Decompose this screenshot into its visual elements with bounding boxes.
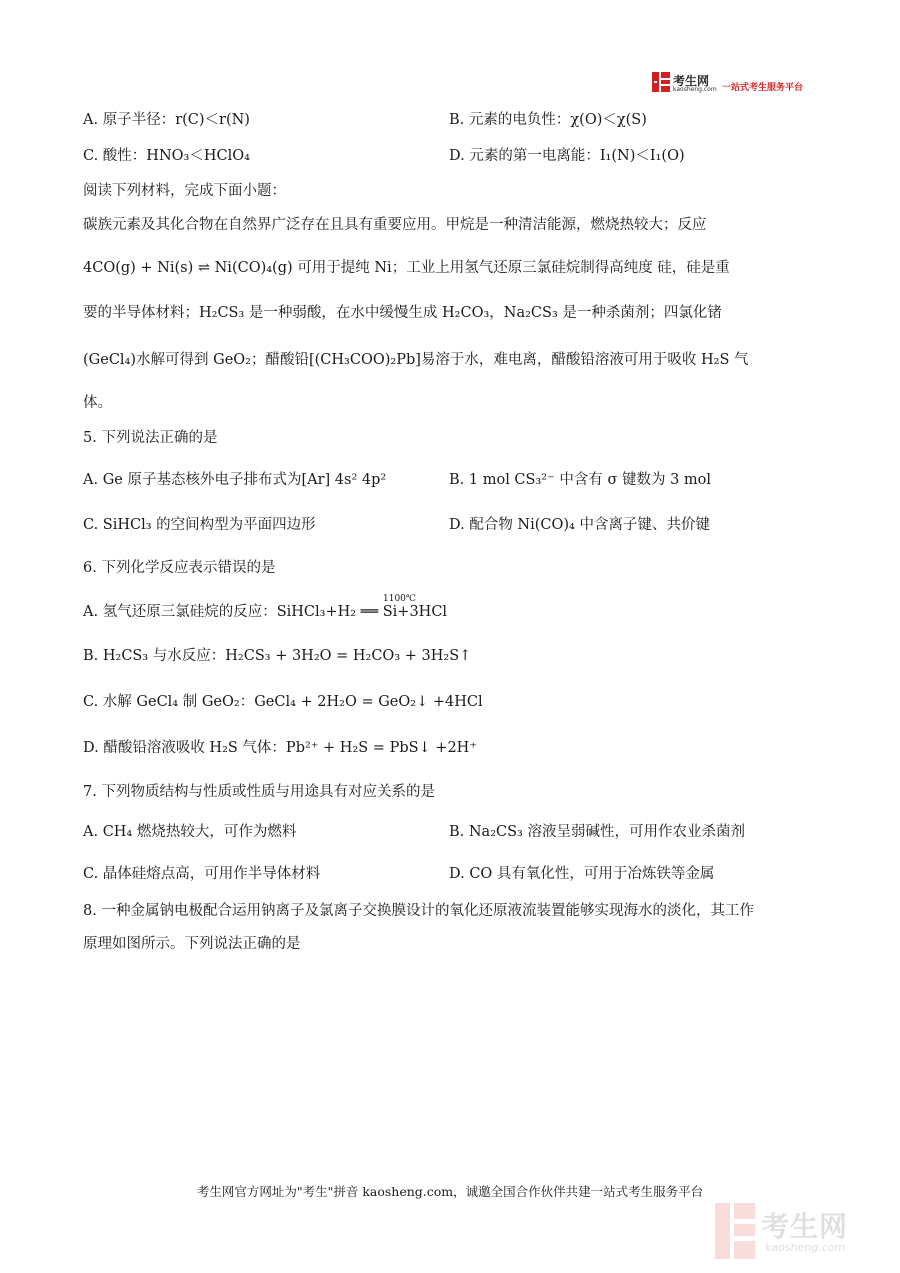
option-5b: B. 1 mol CS₃²⁻ 中含有 σ 键数为 3 mol [449, 472, 712, 488]
brand-name: 考生网 [673, 74, 710, 88]
page-footer: 考生网官方网址为"考生"拼音 kaosheng.com，诚邀全国合作伙伴共建一站式考生服务平台 [196, 1184, 704, 1199]
option-7a: A. CH₄ 燃烧热较大，可作为燃料 [83, 824, 297, 840]
question-8-line-2: 原理如图所示。下列说法正确的是 [83, 936, 301, 952]
option-5c: C. SiHCl₃ 的空间构型为平面四边形 [83, 517, 316, 533]
option-6a: A. 氢气还原三氯硅烷的反应：SiHCl₃+H₂ ══ Si+3HCl [83, 604, 448, 620]
option-6d: D. 醋酸铅溶液吸收 H₂S 气体：Pb²⁺ + H₂S = PbS↓ +2H⁺ [83, 740, 477, 756]
header-logo [652, 72, 822, 98]
option-4a: A. 原子半径：r(C)＜r(N) [83, 112, 250, 128]
option-4b: B. 元素的电负性：χ(O)＜χ(S) [449, 112, 647, 128]
watermark-domain: kaosheng.com [765, 1241, 846, 1254]
kaosheng-logo-icon [652, 72, 670, 92]
option-6c: C. 水解 GeCl₄ 制 GeO₂：GeCl₄ + 2H₂O = GeO₂↓ +4HCl [83, 694, 483, 710]
option-7c: C. 晶体硅熔点高，可用作半导体材料 [83, 866, 321, 882]
material-line-5: 体。 [83, 395, 112, 411]
question-5-title: 5. 下列说法正确的是 [83, 430, 218, 446]
option-5a: A. Ge 原子基态核外电子排布式为[Ar] 4s² 4p² [83, 472, 387, 488]
material-line-3: 要的半导体材料；H₂CS₃ 是一种弱酸，在水中缓慢生成 H₂CO₃，Na₂CS₃ 是一种杀菌剂；四氯化锗 [83, 305, 722, 321]
question-6-title: 6. 下列化学反应表示错误的是 [83, 560, 276, 576]
question-7-title: 7. 下列物质结构与性质或性质与用途具有对应关系的是 [83, 784, 435, 800]
option-4c: C. 酸性：HNO₃＜HClO₄ [83, 148, 250, 164]
reading-instruction: 阅读下列材料，完成下面小题： [83, 183, 286, 199]
question-8-line-1: 8. 一种金属钠电极配合运用钠离子及氯离子交换膜设计的氧化还原液流装置能够实现海水的淡化，其工作 [83, 903, 754, 919]
option-7d: D. CO 具有氧化性，可用于冶炼铁等金属 [449, 866, 715, 882]
material-line-2: 4CO(g) + Ni(s) ⇌ Ni(CO)₄(g) 可用于提纯 Ni；工业上用氢气还原三氯硅烷制得高纯度 硅，硅是重 [83, 260, 730, 276]
brand-slogan: 一站式考生服务平台 [722, 83, 804, 93]
watermark [715, 1203, 885, 1263]
watermark-text: 考生网 [761, 1210, 849, 1243]
material-line-4: (GeCl₄)水解可得到 GeO₂；醋酸铅[(CH₃COO)₂Pb]易溶于水，难电离，醋酸铅溶液可用于吸收 H₂S 气 [83, 352, 749, 368]
option-6b: B. H₂CS₃ 与水反应：H₂CS₃ + 3H₂O = H₂CO₃ + 3H₂S↑ [83, 648, 472, 664]
option-5d: D. 配合物 Ni(CO)₄ 中含离子键、共价键 [449, 517, 710, 533]
option-7b: B. Na₂CS₃ 溶液呈弱碱性，可用作农业杀菌剂 [449, 824, 745, 840]
material-line-1: 碳族元素及其化合物在自然界广泛存在且具有重要应用。甲烷是一种清洁能源，燃烧热较大；反应 [83, 217, 707, 233]
option-4d: D. 元素的第一电离能：I₁(N)＜I₁(O) [449, 148, 685, 164]
watermark-logo-icon [715, 1203, 755, 1259]
brand-domain: kaosheng.com [673, 86, 717, 93]
reaction-condition: 1100℃ [383, 594, 416, 604]
